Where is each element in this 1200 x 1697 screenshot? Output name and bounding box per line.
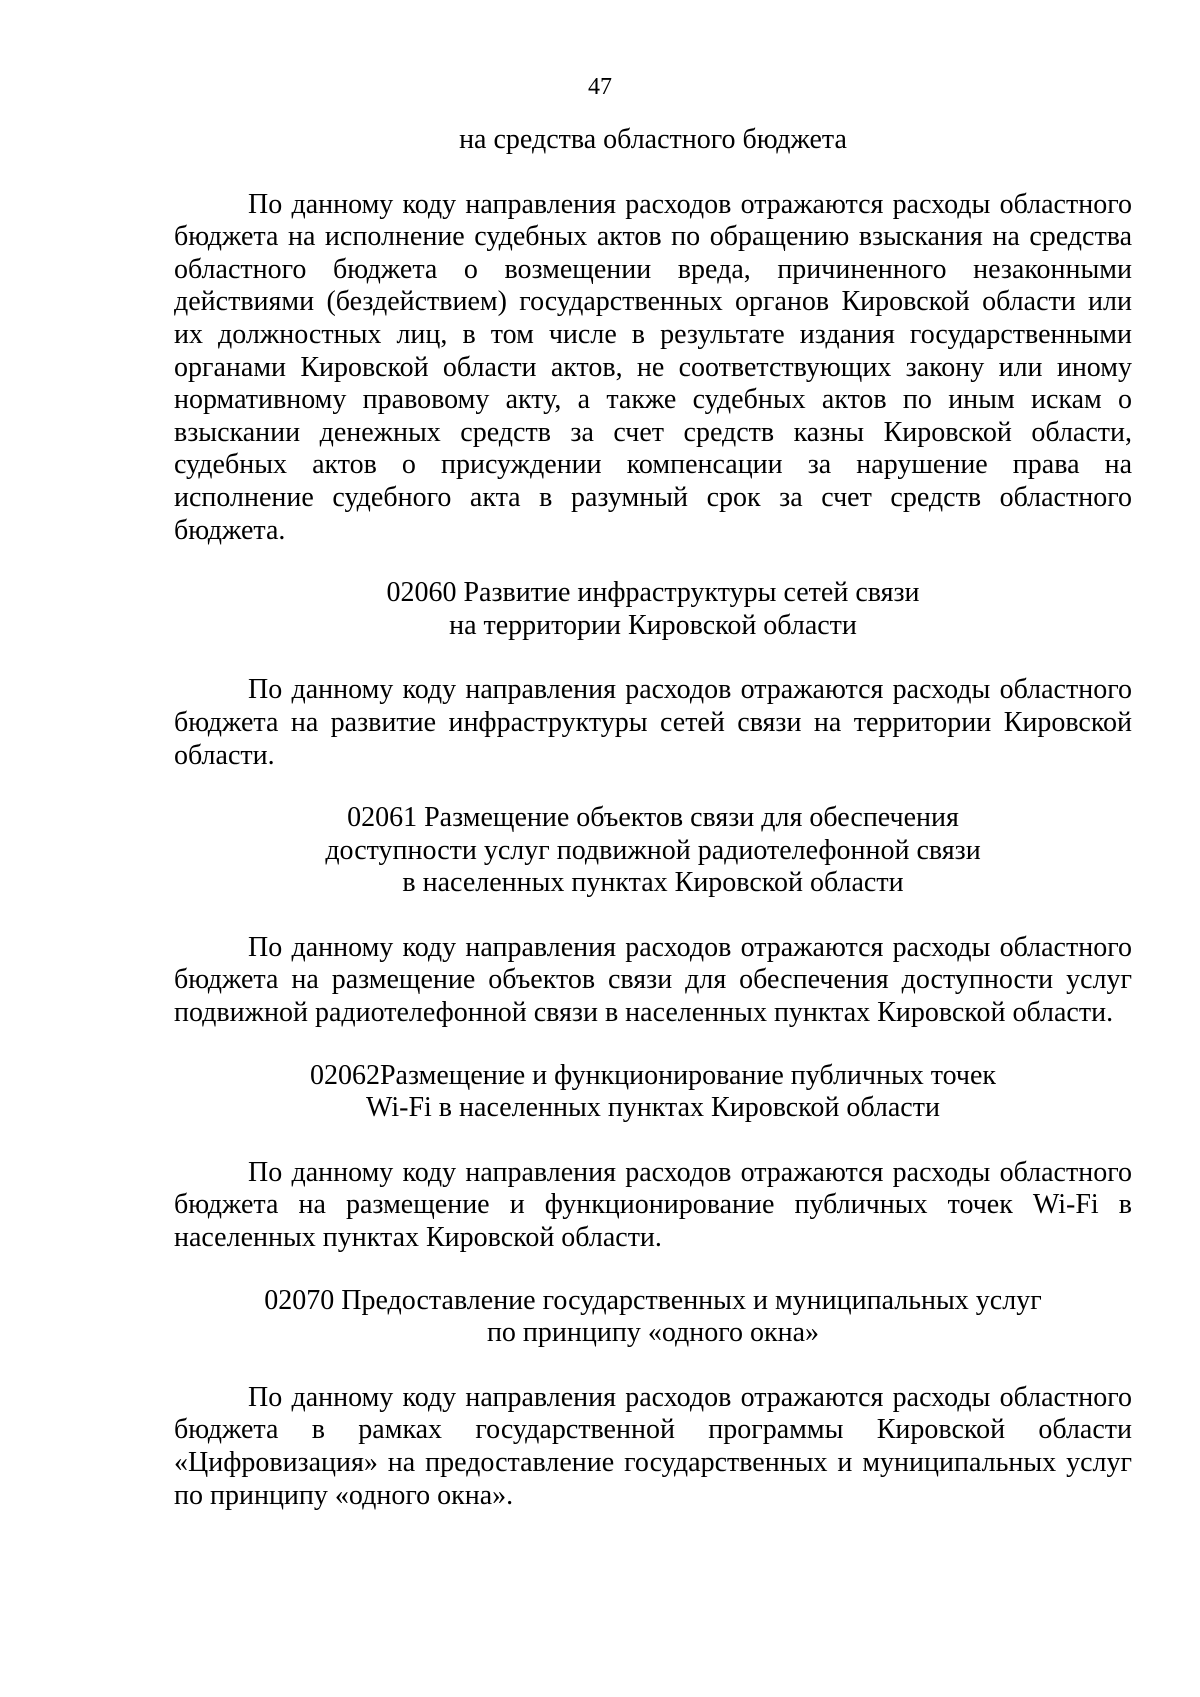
page-number: 47 xyxy=(588,74,612,100)
section-02060 xyxy=(174,577,1132,772)
section-paragraph: По данному коду направления расходов отражаются расходы областного бюджета в рамках государственной программы Кировской области «Цифровизация» на предоставление государственных и муниципальных услуг по принципу «одного окна». xyxy=(174,1381,1132,1511)
section-02062 xyxy=(174,1060,1132,1255)
section-heading xyxy=(174,1285,1132,1350)
heading-line: Wi-Fi в населенных пунктах Кировской области xyxy=(366,1092,940,1124)
section-paragraph: По данному коду направления расходов отражаются расходы областного бюджета на развитие инфраструктуры сетей связи на территории Кировской области. xyxy=(174,674,1132,771)
document-body xyxy=(174,124,1132,1512)
heading-line: 02061 Размещение объектов связи для обеспечения xyxy=(347,802,959,834)
heading-line: 02060 Развитие инфраструктуры сетей связи xyxy=(386,577,920,609)
section-paragraph: По данному коду направления расходов отражаются расходы областного бюджета на исполнение судебных актов по обращению взыскания на средства областного бюджета о возмещении вреда, причиненного незаконными действиями (бездействием) государственных органов Кировской области или их должностных лиц, в том числе в результате издания государственными органами Кировской области актов, не соответствующих закону или иному нормативному правовому акту, а также судебных актов по иным искам о взыскании денежных средств за счет средств казны Кировской области, судебных актов о присуждении компенсации за нарушение права на исполнение судебного акта в разумный срок за счет средств областного бюджета. xyxy=(174,188,1132,546)
section-heading xyxy=(174,802,1132,900)
section-02061 xyxy=(174,802,1132,1030)
section-heading xyxy=(174,124,1132,157)
section-heading xyxy=(174,577,1132,642)
heading-line: в населенных пунктах Кировской области xyxy=(402,867,904,899)
section-paragraph: По данному коду направления расходов отражаются расходы областного бюджета на размещение и функционирование публичных точек Wi-Fi в населенных пунктах Кировской области. xyxy=(174,1156,1132,1254)
section-paragraph: По данному коду направления расходов отражаются расходы областного бюджета на размещение объектов связи для обеспечения доступности услуг подвижной радиотелефонной связи в населенных пунктах Кировской области. xyxy=(174,931,1132,1029)
section-0 xyxy=(174,124,1132,547)
heading-line: на средства областного бюджета xyxy=(459,124,847,155)
heading-line: 02070 Предоставление государственных и муниципальных услуг xyxy=(264,1284,1042,1316)
heading-line: на территории Кировской области xyxy=(449,609,857,641)
section-02070 xyxy=(174,1285,1132,1513)
section-heading xyxy=(174,1060,1132,1125)
heading-line: по принципу «одного окна» xyxy=(486,1317,820,1349)
heading-line: доступности услуг подвижной радиотелефонной связи xyxy=(325,834,981,866)
heading-line: 02062Размещение и функционирование публичных точек xyxy=(309,1059,997,1091)
